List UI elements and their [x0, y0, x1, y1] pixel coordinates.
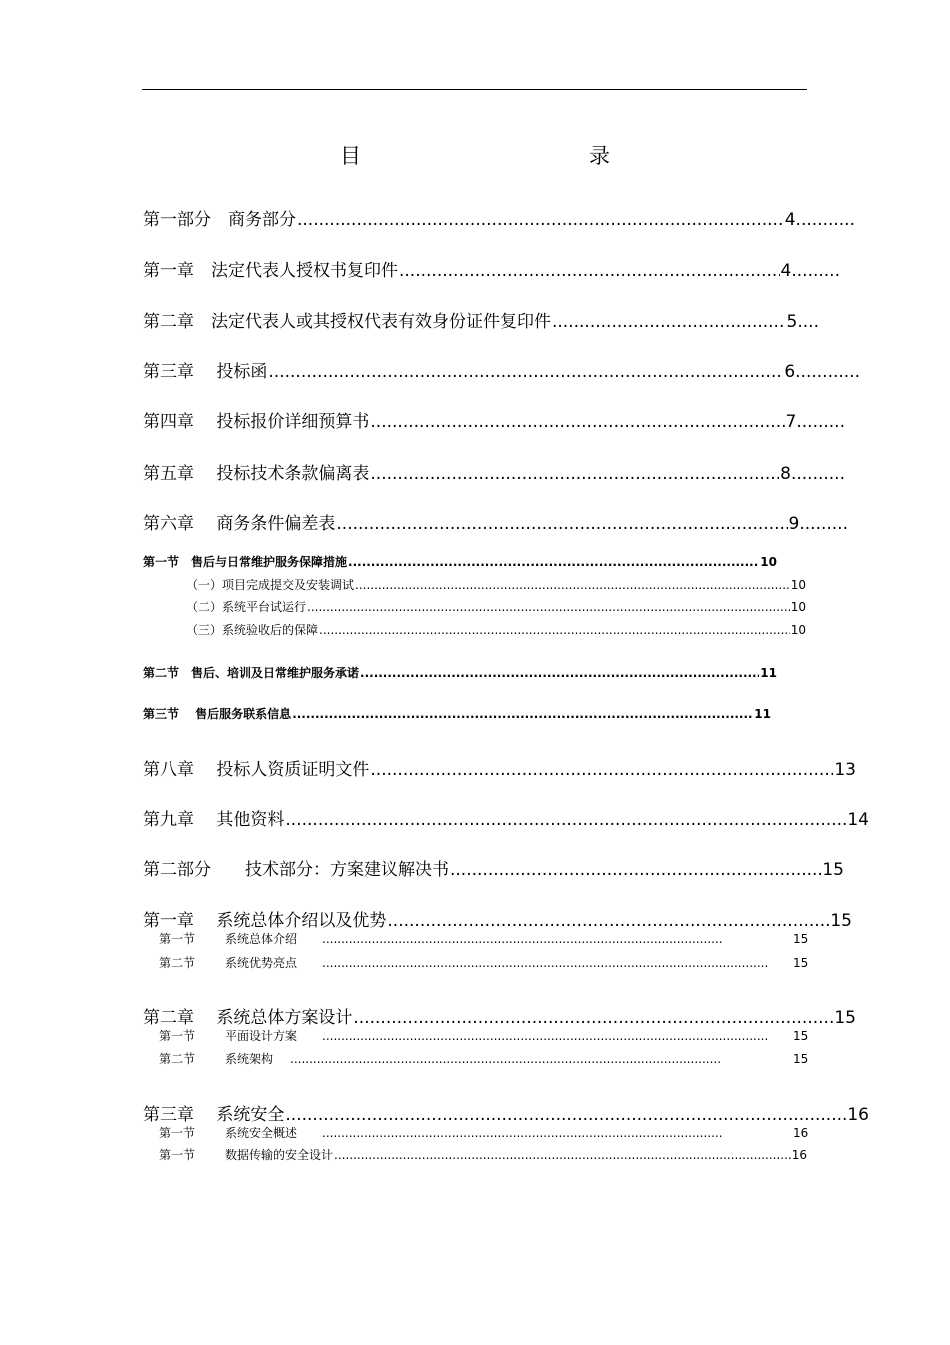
toc-label: 第六章 商务条件偏差表 — [143, 514, 336, 534]
toc-page: 10 — [790, 578, 806, 592]
toc-num: 第二节 — [159, 956, 196, 970]
toc-page: 10 — [790, 600, 806, 614]
toc-entry-sec1[interactable] — [143, 553, 777, 570]
toc-entry-sub2[interactable] — [186, 598, 806, 615]
toc-entry-sec3[interactable] — [143, 705, 771, 722]
toc-page: 15 — [793, 956, 809, 970]
toc-label: 第一章 法定代表人授权书复印件 — [143, 261, 398, 281]
toc-page: 15 — [793, 932, 809, 946]
toc-leader — [355, 578, 790, 592]
toc-entry-p2ch1s2[interactable] — [159, 954, 807, 971]
toc-label: 第九章 其他资料 — [143, 810, 285, 830]
toc-leader — [552, 312, 786, 332]
toc-entry-ch8[interactable] — [143, 755, 856, 780]
toc-leader — [290, 1052, 720, 1066]
toc-label: 第一章 系统总体介绍以及优势 — [143, 911, 387, 931]
toc-leader — [334, 1148, 791, 1162]
toc-entry-p2ch1[interactable] — [143, 906, 852, 931]
toc-label: 系统优势亮点 — [225, 956, 298, 970]
toc-leader — [322, 956, 768, 970]
header-rule — [142, 89, 807, 90]
toc-label: 系统架构 — [225, 1052, 274, 1066]
toc-leader — [322, 932, 722, 946]
toc-leader — [322, 1126, 722, 1140]
toc-leader — [370, 412, 784, 432]
toc-entry-ch4[interactable] — [143, 407, 845, 432]
toc-label: 第四章 投标报价详细预算书 — [143, 412, 370, 432]
toc-leader — [370, 464, 779, 484]
toc-page: 7 — [785, 412, 797, 432]
toc-label: 第二部分 技术部分：方案建议解决书 — [143, 860, 449, 880]
toc-page: 8 — [780, 464, 791, 484]
toc-page: 6 — [784, 362, 796, 382]
toc-label: 第三节 售后服务联系信息 — [143, 707, 292, 721]
toc-label: 第三章 系统安全 — [143, 1105, 285, 1125]
toc-page: 15 — [793, 1029, 809, 1043]
toc-leader — [285, 810, 846, 830]
toc-label: 第一节 售后与日常维护服务保障措施 — [143, 555, 348, 569]
page-title: 目 录 — [340, 144, 672, 168]
toc-leader — [336, 514, 787, 534]
toc-leader — [319, 623, 790, 637]
toc-entry-ch5[interactable] — [143, 459, 845, 484]
toc-entry-sec2[interactable] — [143, 664, 777, 681]
toc-page: 15 — [830, 911, 852, 931]
toc-num: 第一节 — [159, 1029, 196, 1043]
toc-page: 11 — [754, 707, 771, 721]
toc-entry-ch6[interactable] — [143, 509, 848, 534]
toc-label: 第二章 法定代表人或其授权代表有效身份证件复印件 — [143, 312, 551, 332]
toc-page: 4 — [780, 261, 792, 281]
toc-label: 第二节 售后、培训及日常维护服务承诺 — [143, 666, 360, 680]
toc-label: （二）系统平台试运行 — [186, 600, 307, 614]
toc-leader — [399, 261, 780, 281]
toc-num: 第一节 — [159, 1126, 196, 1140]
toc-entry-ch3[interactable] — [143, 357, 860, 382]
toc-label: 第三章 投标函 — [143, 362, 268, 382]
toc-page: 15 — [834, 1008, 856, 1028]
toc-label: （一）项目完成提交及安装调试 — [186, 578, 355, 592]
toc-page: 15 — [793, 1052, 809, 1066]
toc-label: 平面设计方案 — [225, 1029, 298, 1043]
toc-label: 第八章 投标人资质证明文件 — [143, 760, 370, 780]
toc-num: 第二节 — [159, 1052, 196, 1066]
toc-page: 11 — [760, 666, 777, 680]
toc-page: 16 — [847, 1105, 869, 1125]
toc-num: 第一节 — [159, 1148, 196, 1162]
toc-label: 数据传输的安全设计 — [225, 1148, 334, 1162]
toc-leader — [450, 860, 821, 880]
toc-entry-p2ch3s2[interactable] — [159, 1146, 807, 1163]
toc-entry-part1[interactable] — [143, 205, 855, 230]
toc-num: 第一节 — [159, 932, 196, 946]
toc-page: 10 — [760, 555, 777, 569]
toc-label: （三）系统验收后的保障 — [186, 623, 319, 637]
toc-page: 15 — [822, 860, 844, 880]
toc-entry-sub3[interactable] — [186, 621, 806, 638]
toc-tail: .... — [797, 312, 819, 332]
toc-leader — [292, 707, 753, 721]
toc-entry-ch1[interactable] — [143, 256, 840, 281]
toc-page: 16 — [793, 1126, 809, 1140]
toc-tail: ............ — [795, 362, 860, 382]
toc-tail: ......... — [799, 514, 848, 534]
toc-page: 13 — [834, 760, 856, 780]
toc-page: 9 — [788, 514, 800, 534]
toc-entry-p2ch1s1[interactable] — [159, 930, 807, 947]
toc-leader — [353, 1008, 833, 1028]
toc-entry-p2ch2[interactable] — [143, 1003, 856, 1028]
toc-label: 第一部分 商务部分 — [143, 210, 296, 230]
toc-leader — [387, 911, 829, 931]
toc-page: 5 — [786, 312, 798, 332]
toc-leader — [285, 1105, 846, 1125]
toc-entry-p2ch2s2[interactable] — [159, 1050, 807, 1067]
toc-entry-ch2[interactable] — [143, 307, 819, 332]
toc-tail: .......... — [790, 464, 845, 484]
toc-tail: ......... — [791, 261, 840, 281]
toc-leader — [348, 555, 759, 569]
toc-page: 16 — [791, 1148, 807, 1162]
toc-label: 第二章 系统总体方案设计 — [143, 1008, 353, 1028]
toc-leader — [297, 210, 784, 230]
toc-leader — [307, 600, 790, 614]
toc-page: 10 — [790, 623, 806, 637]
toc-leader — [268, 362, 783, 382]
toc-entry-p2ch3[interactable] — [143, 1100, 869, 1125]
toc-entry-sub1[interactable] — [186, 576, 806, 593]
toc-tail: ......... — [796, 412, 845, 432]
toc-entry-part2[interactable] — [143, 855, 844, 880]
toc-page: 4 — [784, 210, 796, 230]
toc-label: 系统总体介绍 — [225, 932, 298, 946]
toc-leader — [370, 760, 833, 780]
toc-entry-p2ch3s1[interactable] — [159, 1124, 807, 1141]
toc-label: 系统安全概述 — [225, 1126, 298, 1140]
toc-label: 第五章 投标技术条款偏离表 — [143, 464, 370, 484]
toc-entry-ch9[interactable] — [143, 805, 869, 830]
toc-page: 14 — [847, 810, 869, 830]
toc-leader — [322, 1029, 768, 1043]
toc-entry-p2ch2s1[interactable] — [159, 1027, 807, 1044]
toc-leader — [360, 666, 759, 680]
toc-tail: ........... — [795, 210, 855, 230]
